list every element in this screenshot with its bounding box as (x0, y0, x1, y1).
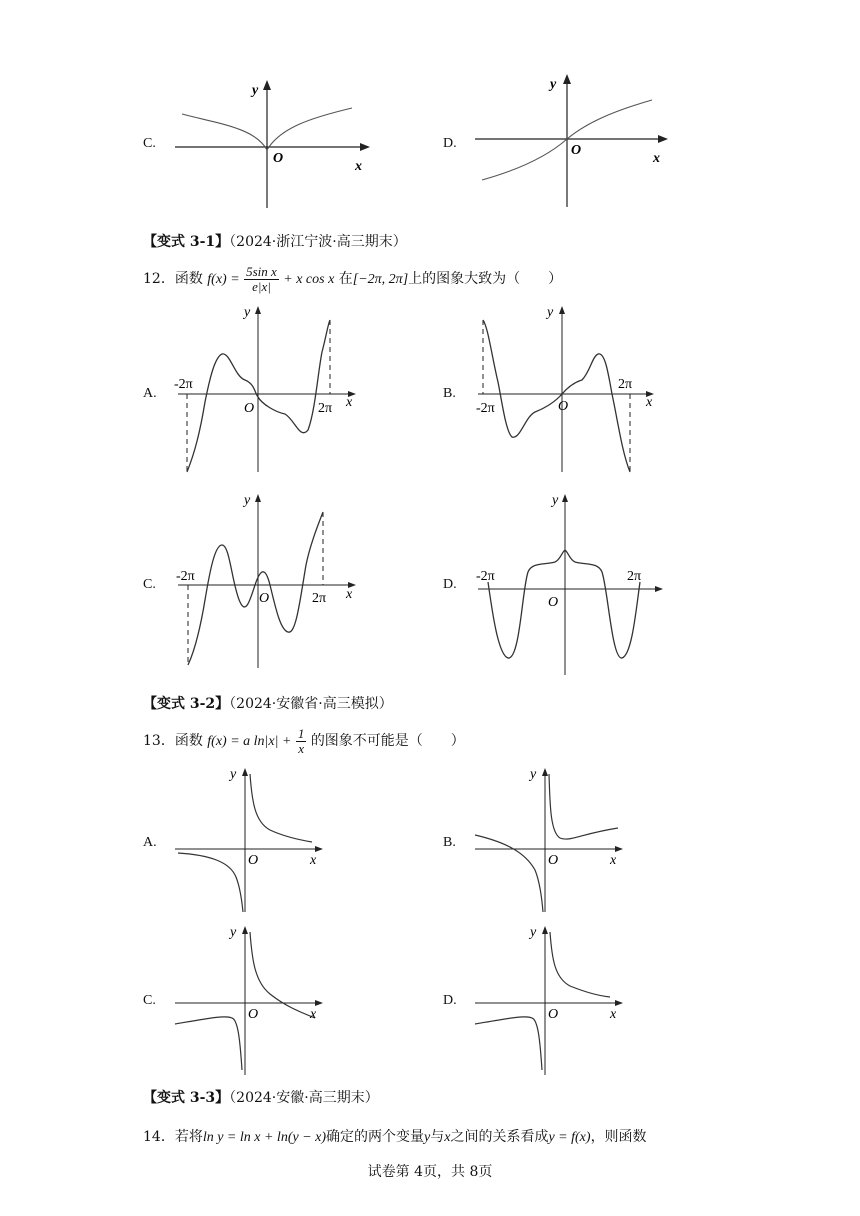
neg-2pi-label: -2π (476, 401, 495, 416)
pos-2pi-label: 2π (318, 401, 333, 416)
q13-option-a[interactable]: A. (143, 835, 157, 850)
origin-label: O (273, 151, 284, 166)
question-12: 12．函数 f(x) = $\frac{\text{5sin x}}{e|x|}$ + x cos x 在[−2π, 2π]上的图象大致为（ ） (143, 263, 563, 294)
q12-graph-c (170, 490, 360, 670)
y-label: y (530, 925, 537, 940)
origin-label: O (248, 853, 259, 868)
origin-label: O (558, 399, 569, 414)
q12-option-a[interactable]: A. (143, 386, 157, 401)
q12-option-b[interactable]: B. (443, 386, 456, 401)
y-label: y (244, 305, 251, 320)
q13-option-b[interactable]: B. (443, 835, 456, 850)
q13-graph-d (470, 920, 630, 1080)
neg-2pi-label: -2π (174, 377, 193, 392)
x-label: x (610, 853, 617, 868)
question-14: 14．若将ln y = ln x + ln(y − x)确定的两个变量y与x之间的关系看成y = f(x)，则函数 (143, 1129, 647, 1145)
q12-option-c[interactable]: C. (143, 577, 156, 592)
y-label: y (550, 77, 557, 92)
y-label: y (547, 305, 554, 320)
x-label: x (346, 395, 353, 410)
x-label: x (610, 1007, 617, 1022)
page-footer: 试卷第 4页，共 8页 (367, 1164, 493, 1180)
variant-3-1-header: 【变式 3-1】（2024·浙江宁波·高三期末） (143, 234, 407, 250)
y-label: y (252, 83, 259, 98)
origin-label: O (244, 401, 255, 416)
q12-option-d[interactable]: D. (443, 577, 457, 592)
q12-graph-d (470, 490, 670, 678)
q13-option-d[interactable]: D. (443, 993, 457, 1008)
x-label: x (310, 853, 317, 868)
y-label: y (530, 767, 537, 782)
question-13: 13．函数 f(x) = a ln|x| + $\frac{1}{x}$ 的图象不可能是（ ） (143, 725, 465, 756)
x-label: x (346, 587, 353, 602)
q12-graph-a (170, 302, 360, 477)
q13-graph-c (170, 920, 330, 1080)
q12-graph-b (470, 302, 665, 477)
x-label: x (355, 159, 362, 174)
y-label: y (230, 767, 237, 782)
y-label: y (244, 493, 251, 508)
option-c-label-top: C. (143, 136, 156, 151)
q13-option-c[interactable]: C. (143, 993, 156, 1008)
y-label: y (230, 925, 237, 940)
q13-graph-b (470, 762, 630, 917)
x-label: x (653, 151, 660, 166)
neg-2pi-label: -2π (476, 569, 495, 584)
origin-label: O (259, 591, 270, 606)
origin-label: O (548, 595, 559, 610)
graph-top-c (170, 78, 370, 213)
x-label: x (646, 395, 653, 410)
q13-graph-a (170, 762, 330, 917)
origin-label: O (248, 1007, 259, 1022)
option-d-label-top: D. (443, 136, 457, 151)
origin-label: O (548, 853, 559, 868)
neg-2pi-label: -2π (176, 569, 195, 584)
y-label: y (552, 493, 559, 508)
pos-2pi-label: 2π (312, 591, 327, 606)
variant-3-3-header: 【变式 3-3】（2024·安徽·高三期末） (143, 1090, 379, 1106)
x-label: x (310, 1007, 317, 1022)
graph-top-d (470, 72, 670, 212)
origin-label: O (548, 1007, 559, 1022)
pos-2pi-label: 2π (618, 377, 633, 392)
pos-2pi-label: 2π (627, 569, 642, 584)
origin-label: O (571, 143, 582, 158)
variant-3-2-header: 【变式 3-2】（2024·安徽省·高三模拟） (143, 696, 393, 712)
